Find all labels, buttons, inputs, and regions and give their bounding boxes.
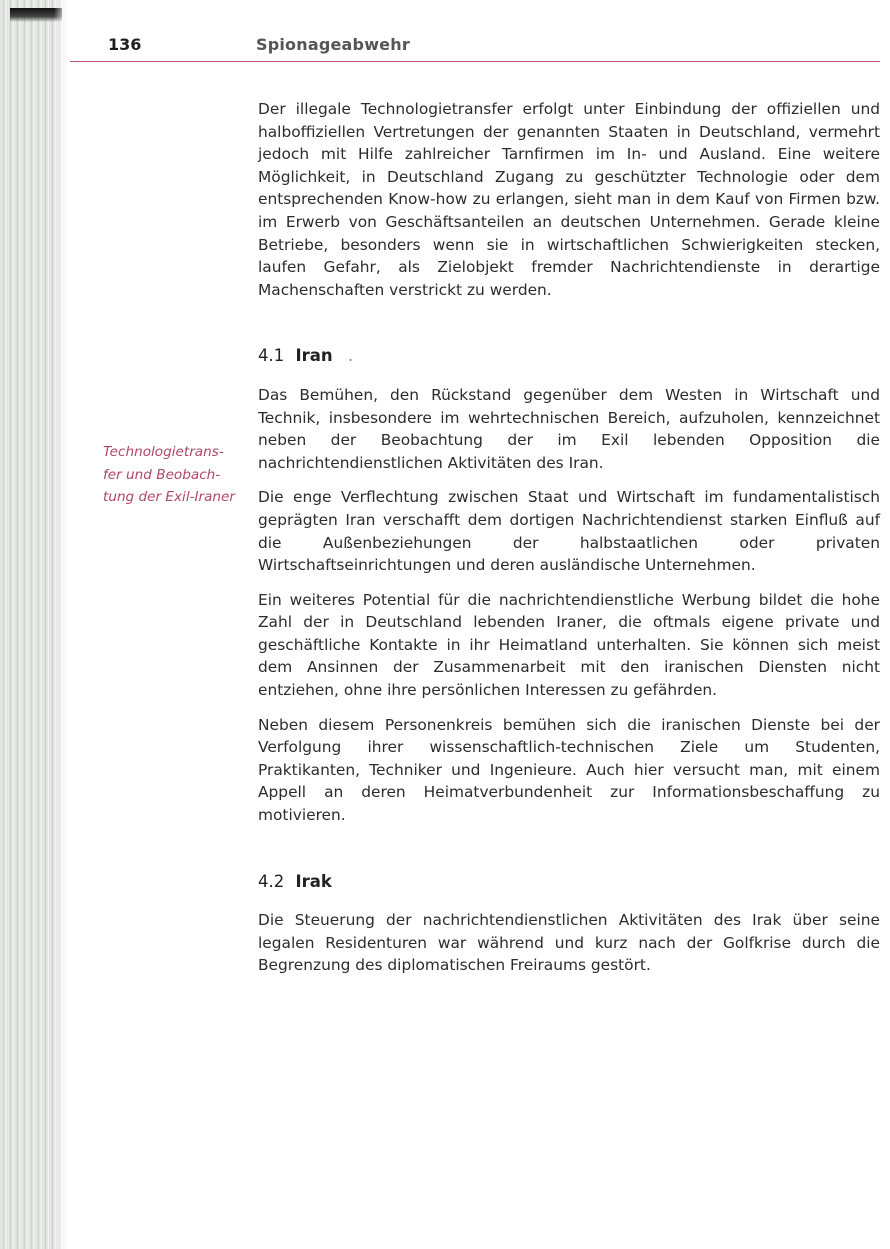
paragraph: Neben diesem Personenkreis bemühen sich die iranischen Dienste bei der Verfolgung ihrer wissenschaftlich-technischen Ziele um Studenten, Praktikanten, Techniker und Ingenieure. Auch hier versucht man, mit einem Appell an deren Heimatverbundenheit zur Informationsbeschaffung zu motivieren. <box>258 715 880 825</box>
running-title: Spionageabwehr <box>256 35 410 54</box>
section-title: Iran <box>295 346 333 366</box>
margin-note-line: tung der Exil-Iraner <box>103 489 236 506</box>
paragraph: Ein weiteres Potential für die nachrichtendienstliche Werbung bildet die hohe Zahl der in Deutschland lebenden Iraner, die oftmals eigene private und geschäftliche Kontakte in ihr Heimatland unterhalten. Sie können sich meist dem Ansinnen der Zusammenarbeit mit den iranischen Diensten nicht entziehen, ohne ihre persönlichen Interessen zu gefährden. <box>258 590 880 700</box>
header-rule <box>70 61 880 62</box>
page-header <box>70 0 880 64</box>
margin-note-line: fer und Beobach- <box>103 466 221 483</box>
margin-note-line: Technologietrans- <box>103 444 224 460</box>
section-title: Irak <box>295 871 332 891</box>
book-page-edge <box>0 0 68 1249</box>
section-number: 4.2 <box>258 871 285 891</box>
paragraph: Das Bemühen, den Rückstand gegenüber dem Westen in Wirtschaft und Technik, insbesondere im wehrtechnischen Bereich, aufzuholen, kennzeichnet neben der Beobachtung der im Exil lebenden Opposition die nachrichtendienstlichen Aktivitäten des Iran. <box>258 385 880 472</box>
stray-mark: . <box>347 346 354 366</box>
page-edge-fade <box>54 0 68 1249</box>
page-number: 136 <box>108 35 142 54</box>
main-text <box>258 98 880 989</box>
margin-note <box>103 441 263 509</box>
paragraph: Die Steuerung der nachrichtendienstlichen Aktivitäten des Irak über seine legalen Residenturen war während und kurz nach der Golfkrise durch die Begrenzung des diplomatischen Freiraums gestört. <box>258 911 880 975</box>
section-number: 4.1 <box>258 346 285 366</box>
paragraph: Die enge Verflechtung zwischen Staat und Wirtschaft im fundamentalistisch geprägten Iran verschafft dem dortigen Nachrichtendienst starken Einfluß auf die Außenbeziehungen der halbstaatlichen oder privaten Wirtschaftseinrichtungen und deren ausländische Unternehmen. <box>258 488 880 575</box>
section-heading-iran <box>258 345 880 368</box>
paragraph-intro: Der illegale Technologietransfer erfolgt unter Einbindung der offiziellen und halboffiziellen Vertretungen der genannten Staaten in Deutschland, vermehrt jedoch mit Hilfe zahlreicher Tarnfirmen im In- und Ausland. Eine weitere Möglichkeit, in Deutschland Zugang zu geschützter Technologie oder dem entsprechenden Know-how zu erlangen, sieht man in dem Kauf von Firmen bzw. im Erwerb von Geschäftsanteilen an deutschen Unternehmen. Gerade kleine Betriebe, besonders wenn sie in wirtschaftlichen Schwierigkeiten stecken, laufen Gefahr, als Zielobjekt fremder Nachrichtendienste in derartige Machenschaften verstrickt zu werden. <box>258 100 880 299</box>
section-heading-irak <box>258 871 880 894</box>
